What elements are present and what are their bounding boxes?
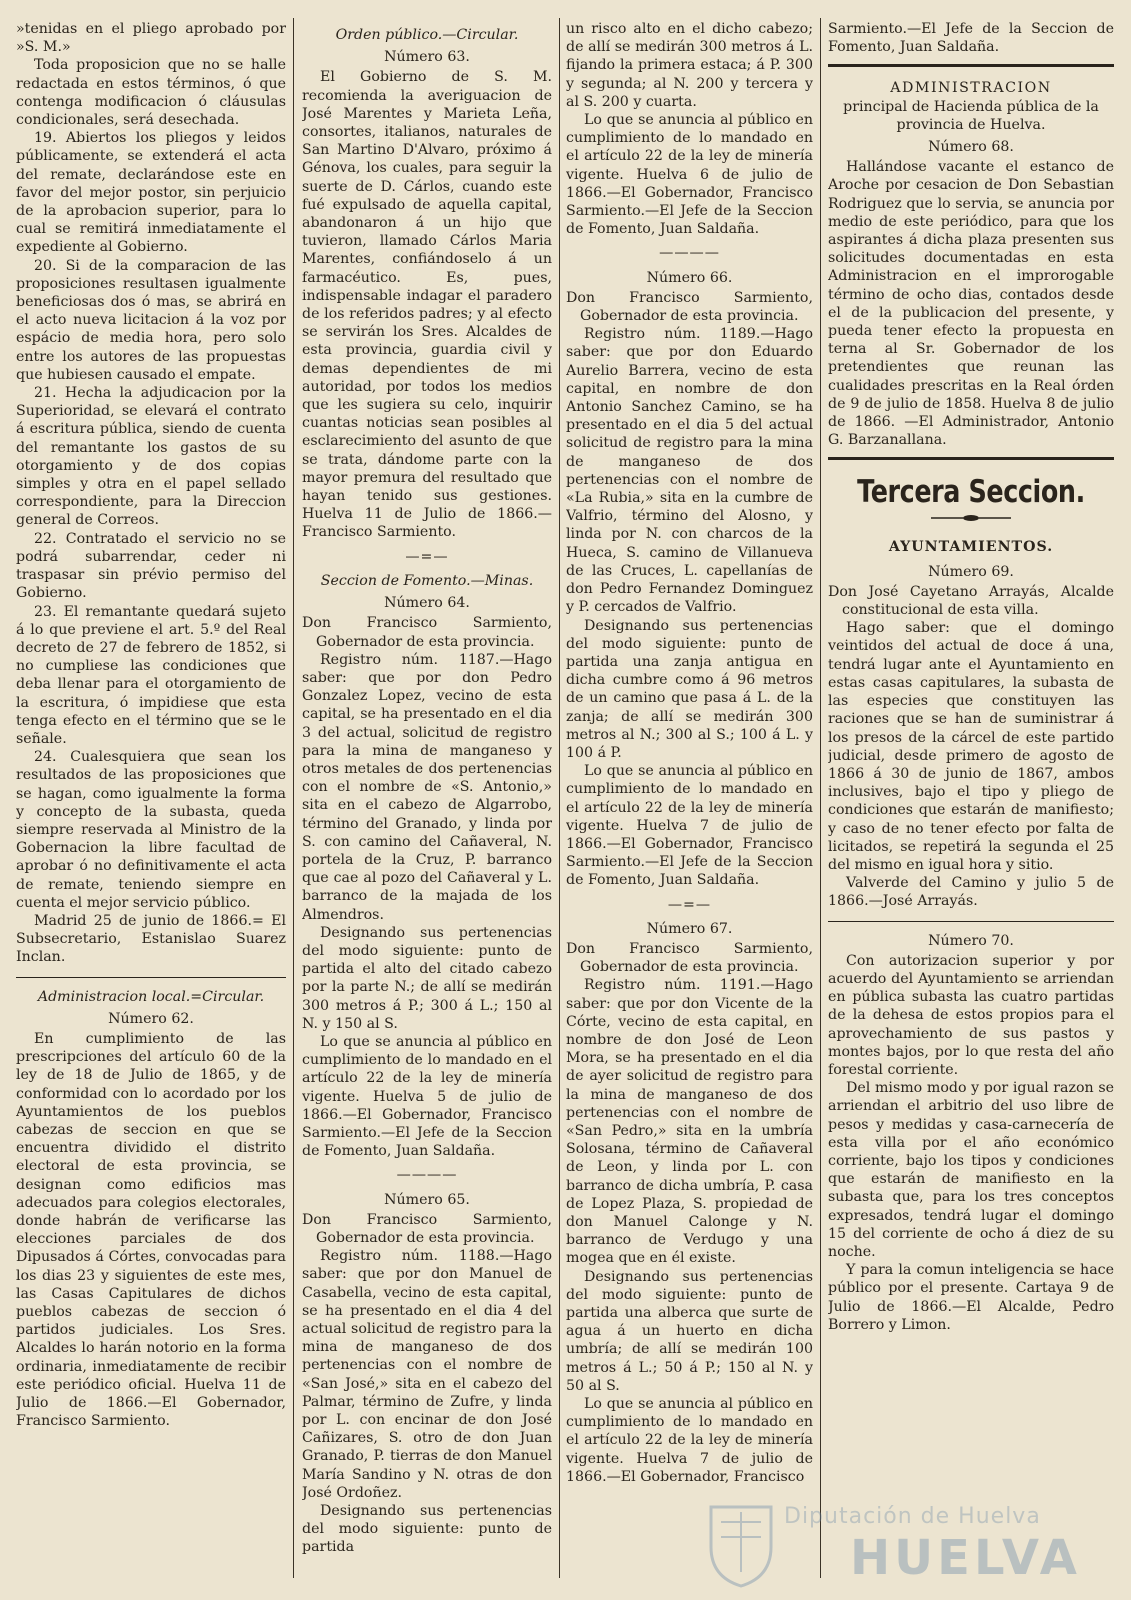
column-3: [566, 20, 813, 1580]
official-title: Don Francisco Sarmiento, Gobernador de esta provincia.: [302, 615, 552, 650]
paragraph: Registro núm. 1189.—Hago saber: que por don Eduardo Aurelio Barrera, vecino de esta capital, en nombre de don Antonio Sanchez Camino, se ha presentado en el dia 5 del actual solicitud de registro para la mina de manganeso de dos pertenencias con el nombre de «La Rubia,» sita en la cumbre de Valfrio, término del Alosno, y linda por N. con charcos de la Hueca, S. camino de Villanueva de las Cruces, L. capellanías de don Pedro Fernandez Dominguez y P. cercados de Valfrio.: [566, 326, 813, 616]
paragraph: Lo que se anuncia al público en cumplimiento de lo mandado en el artículo 22 de la ley de minería vigente. Huelva 5 de julio de 1866.—El Gobernador, Francisco Sarmiento.—El Jefe de la Seccion de Fomento, Juan Saldaña.: [302, 1033, 552, 1160]
column-2: [302, 20, 552, 1580]
separator: —=—: [667, 896, 712, 913]
paragraph: Designando sus pertenencias del modo siguiente: punto de partida una alberca que surte de agua á un huerto en dicha umbría; de allí se medirán 100 metros á L.; 50 á P.; 150 al N. y 50 al S.: [566, 1268, 813, 1394]
paragraph: Designando sus pertenencias del modo siguiente: punto de partida el alto del citado cabezo por la parte N.; de allí se medirán 300 metros á P.; 300 á L.; 150 al N. y 150 al S.: [302, 924, 552, 1032]
paragraph: Registro núm. 1191.—Hago saber: que por don Vicente de la Córte, vecino de esta capital, en nombre de don José de Leon Mora, se ha presentado en el dia de ayer solicitud de registro para la mina de manganeso de dos pertenencias con el nombre de «San Pedro,» sita en la umbría Solosana, término de Cañaveral de Leon, y linda por L. con barranco de dicha umbría, P. casa de Lopez Plaza, S. propiedad de don Manuel Calonge y N. barranco de Verdugo y una mogea que en él existe.: [566, 977, 813, 1267]
paragraph: 24. Cualesquiera que sean los resultados de las proposiciones que se hagan, como igualmente la forma y concepto de la subasta, queda siempre reservada al Ministro de la Gobernacion la libre facultad de aprobar ó no definitivamente el acta de remate, teniendo siempre en cuenta el mejor servicio público.: [16, 749, 286, 911]
column-divider: [559, 18, 560, 1578]
ornament-icon: [931, 514, 1011, 522]
paragraph: Hallándose vacante el estanco de Aroche por cesacion de Don Sebastian Rodriguez que lo servia, se anuncia por medio de este periódico, para que los aspirantes á dicha plaza presenten sus solicitudes documentadas en esta Administracion en el improrogable término de ocho dias, contados desde el de la publicacion del presente, y pueda tener efecto la propuesta en terna al Sr. Gobernador de los pretendientes que reunan las cualidades prescritas en la Real órden de 9 de julio de 1858. Huelva 8 de julio de 1866. —El Administrador, Antonio G. Barzanallana.: [828, 159, 1114, 449]
paragraph: Lo que se anuncia al público en cumplimiento de lo mandado en el artículo 22 de la ley de minería vigente. Huelva 7 de julio de 1866.—El Gobernador, Francisco Sarmiento.—El Jefe de la Seccion de Fomento, Juan Saldaña.: [566, 763, 813, 889]
separator: ————: [396, 1167, 458, 1184]
paragraph: El Gobierno de S. M. recomienda la averiguacion de José Marentes y Marieta Leña, consortes, italianos, naturales de San Martino D'Alvaro, próximo á Génova, los cuales, para seguir la suerte de D. Cárlos, cuando este fué expulsado de aquella capital, abandonaron á un hijo que tuvieron, llamado Cárlos Maria Marentes, confiándoselo á un farmacéutico. Es, pues, indispensable indagar el paradero de los referidos padres; y al efecto se servirán los Sres. Alcaldes de esta provincia, guardia civil y demas dependientes de mi autoridad, por todos los medios que les sugiera su celo, inquirir cuantas noticias sean posibles al esclarecimiento del asunto de que se trata, dándome parte con la mayor premura del resultado que hayan tenido sus gestiones. Huelva 11 de Julio de 1866.—Francisco Sarmiento.: [302, 69, 552, 541]
admin-heading: ADMINISTRACION: [890, 80, 1052, 97]
separator: —=—: [405, 548, 449, 565]
official-title: Don José Cayetano Arrayás, Alcalde constitucional de esta villa.: [828, 583, 1114, 619]
notice-number: Número 69.: [928, 563, 1014, 580]
paragraph: Lo que se anuncia al público en cumplimiento de lo mandado en el artículo 22 de la ley de minería vigente. Huelva 6 de julio de 1866.—El Gobernador, Francisco Sarmiento.—El Jefe de la Seccion de Fomento, Juan Saldaña.: [566, 112, 813, 238]
divider: [828, 921, 1114, 922]
paragraph: Lo que se anuncia al público en cumplimiento de lo mandado en el artículo 22 de la ley de minería vigente. Huelva 7 de julio de 1866.—El Gobernador, Francisco: [566, 1396, 813, 1485]
paragraph: En cumplimiento de las prescripciones del artículo 60 de la ley de 18 de Julio de 1865, y de conformidad con lo acordado por los Ayuntamientos de los pueblos cabezas de seccion en que se encuentra dividido el distrito electoral de esta provincia, se designan como edificios mas adecuados para colegios electorales, donde habrán de verificarse las elecciones parciales de dos Dipusados á Córtes, convocadas para los dias 23 y siguientes de este mes, las Casas Capitulares de dichos pueblos cabezas de seccion ó partidos judiciales. Los Sres. Alcaldes lo harán notorio en la forma ordinaria, inmediatamente de recibir este periódico oficial. Huelva 11 de Julio de 1866.—El Gobernador, Francisco Sarmiento.: [16, 1030, 286, 1430]
paragraph: Registro núm. 1187.—Hago saber: que por don Pedro Gonzalez Lopez, vecino de esta capital, se ha presentado en el dia 3 del actual, solicitud de registro para la mina de manganeso y otros metales de dos pertenencias con el nombre de «S. Antonio,» sita en el cabezo de Algarrobo, término del Granado, y linda por S. con camino del Cañaveral, N. portela de la Cruz, P. barranco que cae al pozo del Cañaveral y L. barranco de la majada de los Almendros.: [302, 651, 552, 923]
subsection-heading: AYUNTAMIENTOS.: [888, 539, 1054, 556]
watermark-line1: Diputación de Huelva: [784, 1504, 1041, 1529]
column-divider: [820, 18, 821, 1578]
section-heading: Administracion local.=Circular.: [37, 988, 265, 1005]
paragraph: Designando sus pertenencias del modo siguiente: punto de partida una zanja antigua en dicha cumbre como á 96 metros de un camino que pasa á L. de la zanja; de allí se medirán 300 metros al N.; 300 al S.; 100 á L. y 100 á P.: [566, 617, 813, 761]
paragraph: 19. Abiertos los pliegos y leidos públicamente, se extenderá el acta del remate, declarándose este en favor del mejor postor, sin perjuicio de la aprobacion superior, para lo cual se remitirá inmediatamente el expediente al Gobierno.: [16, 130, 286, 256]
notice-number: Número 70.: [928, 932, 1014, 949]
column-1: [16, 20, 286, 1580]
paragraph: Con autorizacion superior y por acuerdo del Ayuntamiento se arriendan en pública subasta las cuatro partidas de la dehesa de estos propios para el aprovechamiento de sus pastos y montes bajos, por lo que resta del año forestal corriente.: [828, 952, 1114, 1078]
official-title: Don Francisco Sarmiento, Gobernador de esta provincia.: [302, 1211, 552, 1246]
archive-watermark: [700, 1500, 1100, 1590]
section-title: Tercera Seccion.: [857, 474, 1085, 511]
coat-of-arms-icon: [706, 1502, 776, 1588]
notice-number: Número 64.: [384, 595, 470, 612]
notice-number: Número 63.: [384, 49, 470, 66]
paragraph: Valverde del Camino y julio 5 de 1866.—José Arrayás.: [828, 875, 1114, 910]
paragraph: un risco alto en el dicho cabezo; de allí se medirán 300 metros á L. fijando la primera estaca; á P. 300 y segunda; al N. 200 y tercera y al S. 200 y cuarta.: [566, 21, 813, 110]
paragraph: Del mismo modo y por igual razon se arriendan el arbitrio del uso libre de pesos y medidas y casa-carnecería de esta villa por el año económico corriente, bajo los tipos y condiciones que estarán de manifiesto en la subasta que, para los tres conceptos expresados, tendrá lugar el domingo 15 del corriente de ocho á diez de su noche.: [828, 1080, 1114, 1260]
watermark-line2: HUELVA: [850, 1530, 1081, 1586]
section-heading: Orden público.—Circular.: [335, 27, 519, 43]
divider: [16, 977, 286, 978]
notice-number: Número 68.: [928, 139, 1014, 156]
admin-subheading: principal de Hacienda pública de la provincia de Huelva.: [843, 98, 1099, 133]
paragraph: Toda proposicion que no se halle redactada en estos términos, ó que contenga modificacion ó cláusulas condicionales, será desechada.: [16, 57, 286, 129]
paragraph: Designando sus pertenencias del modo siguiente: punto de partida: [302, 1503, 552, 1556]
separator: ————: [659, 245, 720, 262]
heavy-rule: [828, 457, 1114, 460]
column-4: [828, 20, 1114, 1580]
paragraph: Madrid 25 de junio de 1866.= El Subsecretario, Estanislao Suarez Inclan.: [16, 912, 286, 966]
paragraph: 21. Hecha la adjudicacion por la Superioridad, se elevará el contrato á escritura pública, siendo de cuenta del remantante los gastos de su otorgamiento y de dos copias simples y otra en el papel sellado correspondiente, para la Direccion general de Correos.: [16, 385, 286, 529]
paragraph: 20. Si de la comparacion de las proposiciones resultasen igualmente beneficiosas dos ó mas, se abrirá en el acto nueva licitacion á la voz por espácio de media hora, pero solo entre los autores de las propuestas que hubiesen causado el empate.: [16, 257, 286, 383]
official-title: Don Francisco Sarmiento, Gobernador de esta provincia.: [566, 289, 813, 325]
notice-number: Número 66.: [646, 269, 733, 286]
official-title: Don Francisco Sarmiento, Gobernador de esta provincia.: [566, 940, 813, 976]
notice-number: Número 65.: [384, 1191, 470, 1208]
heavy-rule: [828, 64, 1114, 67]
paragraph: »tenidas en el pliego aprobado por »S. M.»: [16, 21, 286, 56]
paragraph: 22. Contratado el servicio no se podrá subarrendar, ceder ni traspasar sin prévio permiso del Gobierno.: [16, 530, 286, 602]
paragraph: Y para la comun inteligencia se hace público por el presente. Cartaya 9 de Julio de 1866.—El Alcalde, Pedro Borrero y Limon.: [828, 1262, 1114, 1333]
column-divider: [293, 18, 294, 1578]
paragraph: 23. El remantante quedará sujeto á lo que previene el art. 5.º del Real decreto de 27 de febrero de 1852, si no cumpliese las condiciones que deba llenar para el otorgamiento de la escritura, ó impidiese que esta tenga efecto en el término que se le señale.: [16, 603, 286, 747]
section-heading: Seccion de Fomento.—Minas.: [320, 572, 534, 589]
paragraph: Registro núm. 1188.—Hago saber: que por don Manuel de Casabella, vecino de esta capital, se ha presentado en el dia 4 del actual solicitud de registro para la mina de manganeso de dos pertenencias con el nombre de «San José,» sita en el cabezo del Palmar, término de Zufre, y linda por L. con encinar de don José Cañizares, S. otro de don Juan Granado, P. tierras de don Manuel María Sandino y N. otras de don José Ordoñez.: [302, 1248, 552, 1501]
notice-number: Número 67.: [646, 920, 733, 937]
paragraph: Sarmiento.—El Jefe de la Seccion de Fomento, Juan Saldaña.: [828, 21, 1114, 56]
notice-number: Número 62.: [108, 1010, 194, 1027]
paragraph: Hago saber: que el domingo veintidos del actual de doce á una, tendrá lugar ante el Ayuntamiento en estas casas capitulares, la subasta de las especies que constituyen las raciones que se han de suministrar á los presos de la cárcel de este partido judicial, desde primero de agosto de 1866 á 30 de junio de 1867, ambos inclusives, bajo el tipo y pliego de condiciones que estarán de manifiesto; y caso de no tener efecto por falta de licitados, se repetirá la segunda el 25 del mismo en igual hora y sitio.: [828, 620, 1114, 873]
